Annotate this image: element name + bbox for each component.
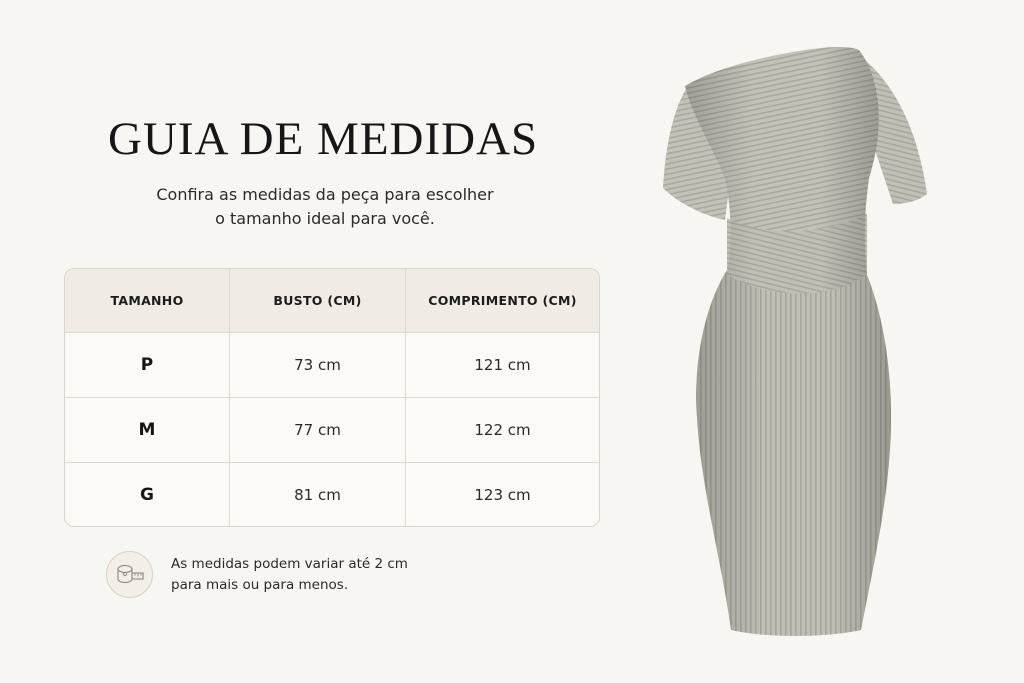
size-cell: G — [140, 485, 154, 505]
length-cell: 121 cm — [405, 333, 599, 397]
page-title: GUIA DE MEDIDAS — [108, 113, 539, 165]
subtitle — [108, 183, 542, 231]
table-header-row — [65, 269, 599, 332]
bust-cell: 73 cm — [229, 333, 405, 397]
note-line-1: As medidas podem variar até 2 cm — [171, 555, 408, 572]
size-cell: P — [140, 355, 154, 375]
length-cell: 123 cm — [405, 463, 599, 527]
table-row — [65, 462, 599, 527]
measurement-note — [106, 551, 408, 598]
table-row — [65, 397, 599, 462]
table-row — [65, 332, 599, 397]
measuring-tape-icon — [106, 551, 153, 598]
header-bust: BUSTO (CM) — [229, 269, 405, 332]
header-size: TAMANHO — [110, 293, 184, 308]
note-text — [171, 554, 408, 596]
header-length: COMPRIMENTO (CM) — [405, 269, 599, 332]
size-table — [64, 268, 600, 527]
subtitle-line-2: o tamanho ideal para você. — [215, 209, 435, 228]
note-line-2: para mais ou para menos. — [171, 576, 349, 593]
size-cell: M — [138, 420, 156, 440]
bust-cell: 81 cm — [229, 463, 405, 527]
length-cell: 122 cm — [405, 398, 599, 462]
dress-image — [655, 38, 945, 648]
bust-cell: 77 cm — [229, 398, 405, 462]
subtitle-line-1: Confira as medidas da peça para escolher — [156, 185, 494, 204]
